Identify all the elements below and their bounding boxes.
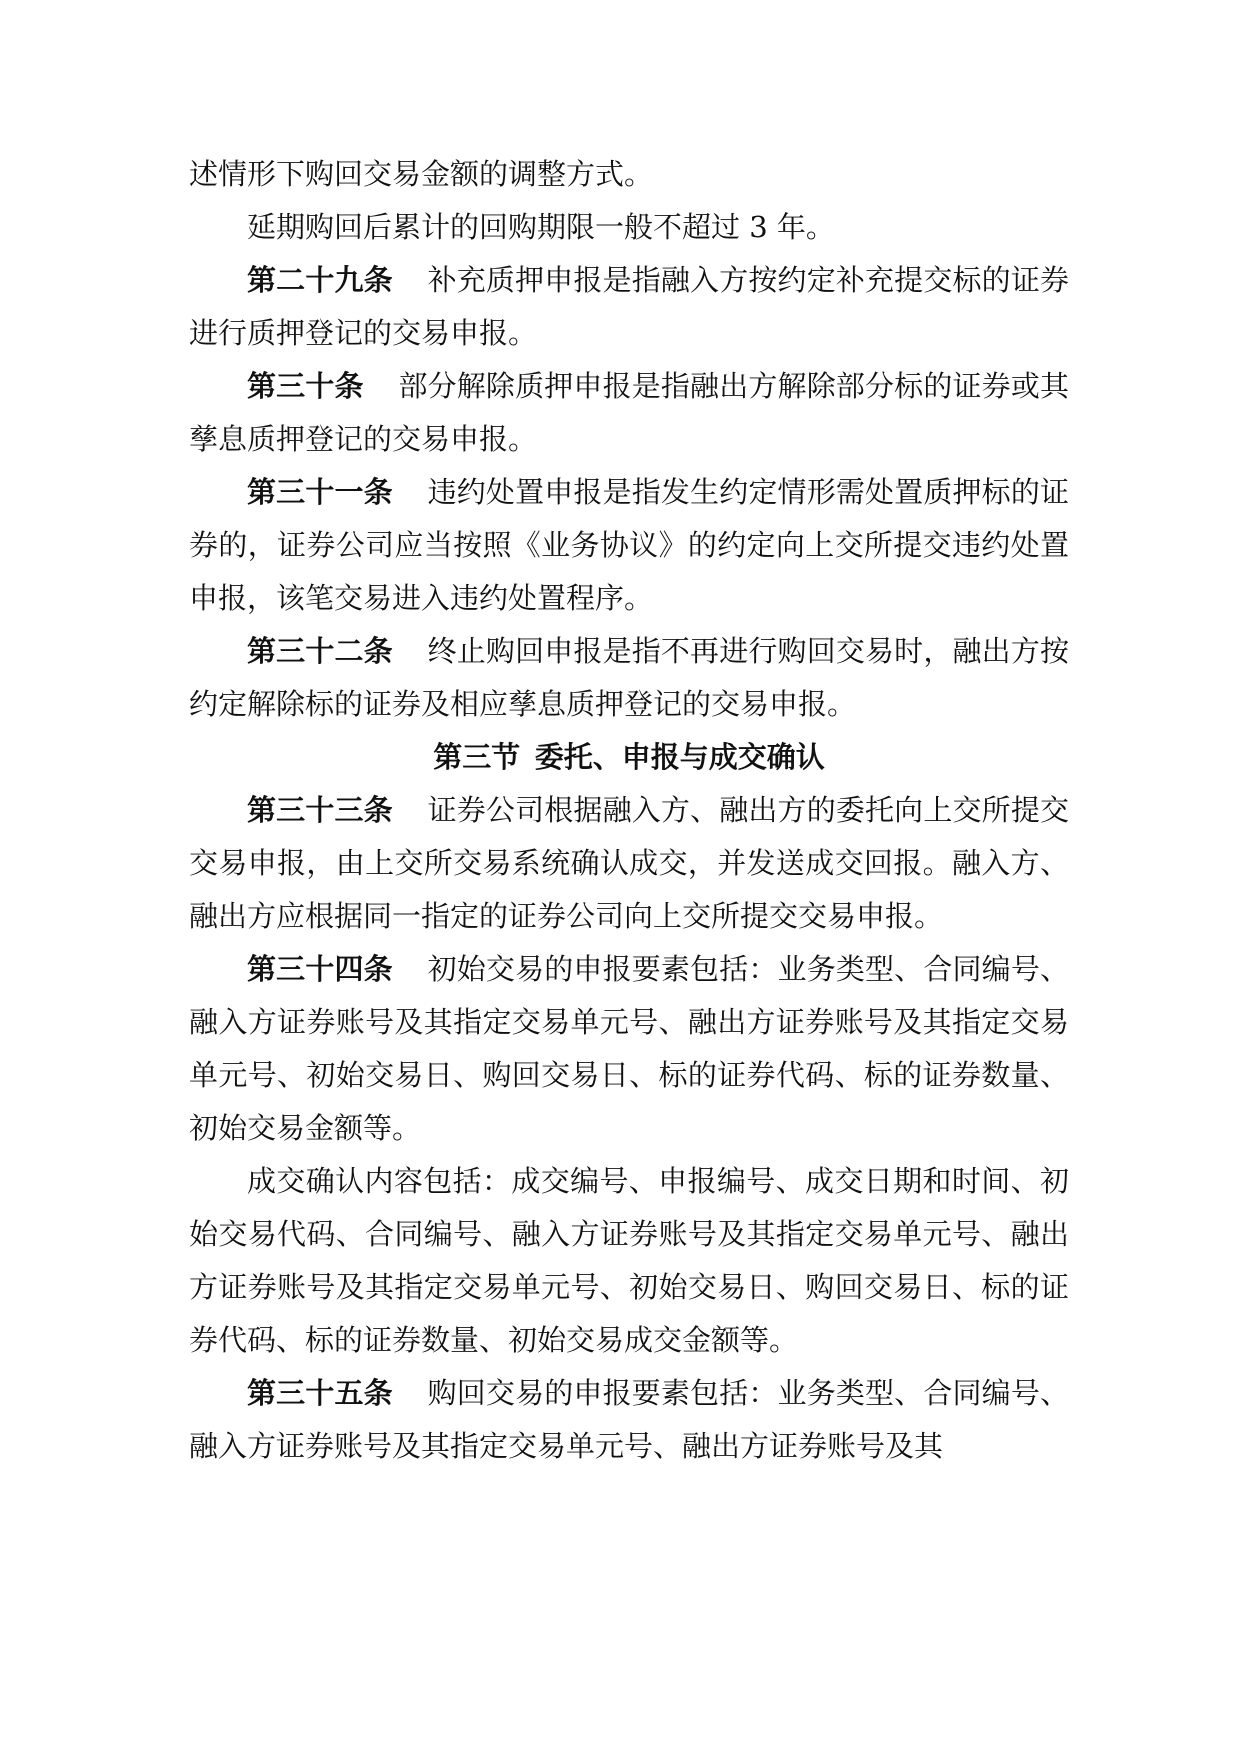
- article-text: 违约处置申报是指发生约定情形需处置质押标的证券的，证券公司应当按照《业务协议》的约定向上交所提交违约处置申报，该笔交易进入违约处置程序。: [189, 475, 1069, 615]
- section-label: 第三节: [433, 740, 521, 774]
- article-29: [189, 254, 1069, 360]
- article-label: 第三十三条: [247, 793, 393, 827]
- paragraph-confirmation-content: 成交确认内容包括：成交编号、申报编号、成交日期和时间、初始交易代码、合同编号、融入方证券账号及其指定交易单元号、融出方证券账号及其指定交易单元号、初始交易日、购回交易日、标的证券代码、标的证券数量、初始交易成交金额等。: [189, 1164, 1069, 1357]
- article-33: [189, 784, 1069, 943]
- section-heading: [189, 731, 1069, 784]
- article-35: [189, 1367, 1069, 1473]
- article-31: [189, 466, 1069, 625]
- article-text: 初始交易的申报要素包括：业务类型、合同编号、融入方证券账号及其指定交易单元号、融出方证券账号及其指定交易单元号、初始交易日、购回交易日、标的证券代码、标的证券数量、初始交易金额等。: [189, 952, 1069, 1145]
- article-label: 第三十二条: [247, 634, 393, 668]
- article-label: 第三十条: [247, 369, 364, 403]
- paragraph-continuation: 述情形下购回交易金额的调整方式。: [189, 157, 654, 191]
- article-label: 第三十五条: [247, 1376, 393, 1410]
- article-text: 购回交易的申报要素包括：业务类型、合同编号、融入方证券账号及其指定交易单元号、融出方证券账号及其: [189, 1376, 1069, 1463]
- document-page: [189, 148, 1069, 1473]
- article-text: 证券公司根据融入方、融出方的委托向上交所提交交易申报，由上交所交易系统确认成交，并发送成交回报。融入方、融出方应根据同一指定的证券公司向上交所提交交易申报。: [189, 793, 1069, 933]
- article-text: 补充质押申报是指融入方按约定补充提交标的证券进行质押登记的交易申报。: [189, 263, 1069, 350]
- section-title: 委托、申报与成交确认: [534, 740, 825, 774]
- article-30: [189, 360, 1069, 466]
- article-label: 第三十一条: [247, 475, 393, 509]
- article-34: [189, 943, 1069, 1155]
- article-text: 部分解除质押申报是指融出方解除部分标的证券或其孳息质押登记的交易申报。: [189, 369, 1069, 456]
- article-label: 第二十九条: [247, 263, 393, 297]
- paragraph-extension-limit: 延期购回后累计的回购期限一般不超过 3 年。: [247, 210, 835, 244]
- article-32: [189, 625, 1069, 731]
- article-label: 第三十四条: [247, 952, 393, 986]
- article-text: 终止购回申报是指不再进行购回交易时，融出方按约定解除标的证券及相应孳息质押登记的交易申报。: [189, 634, 1069, 721]
